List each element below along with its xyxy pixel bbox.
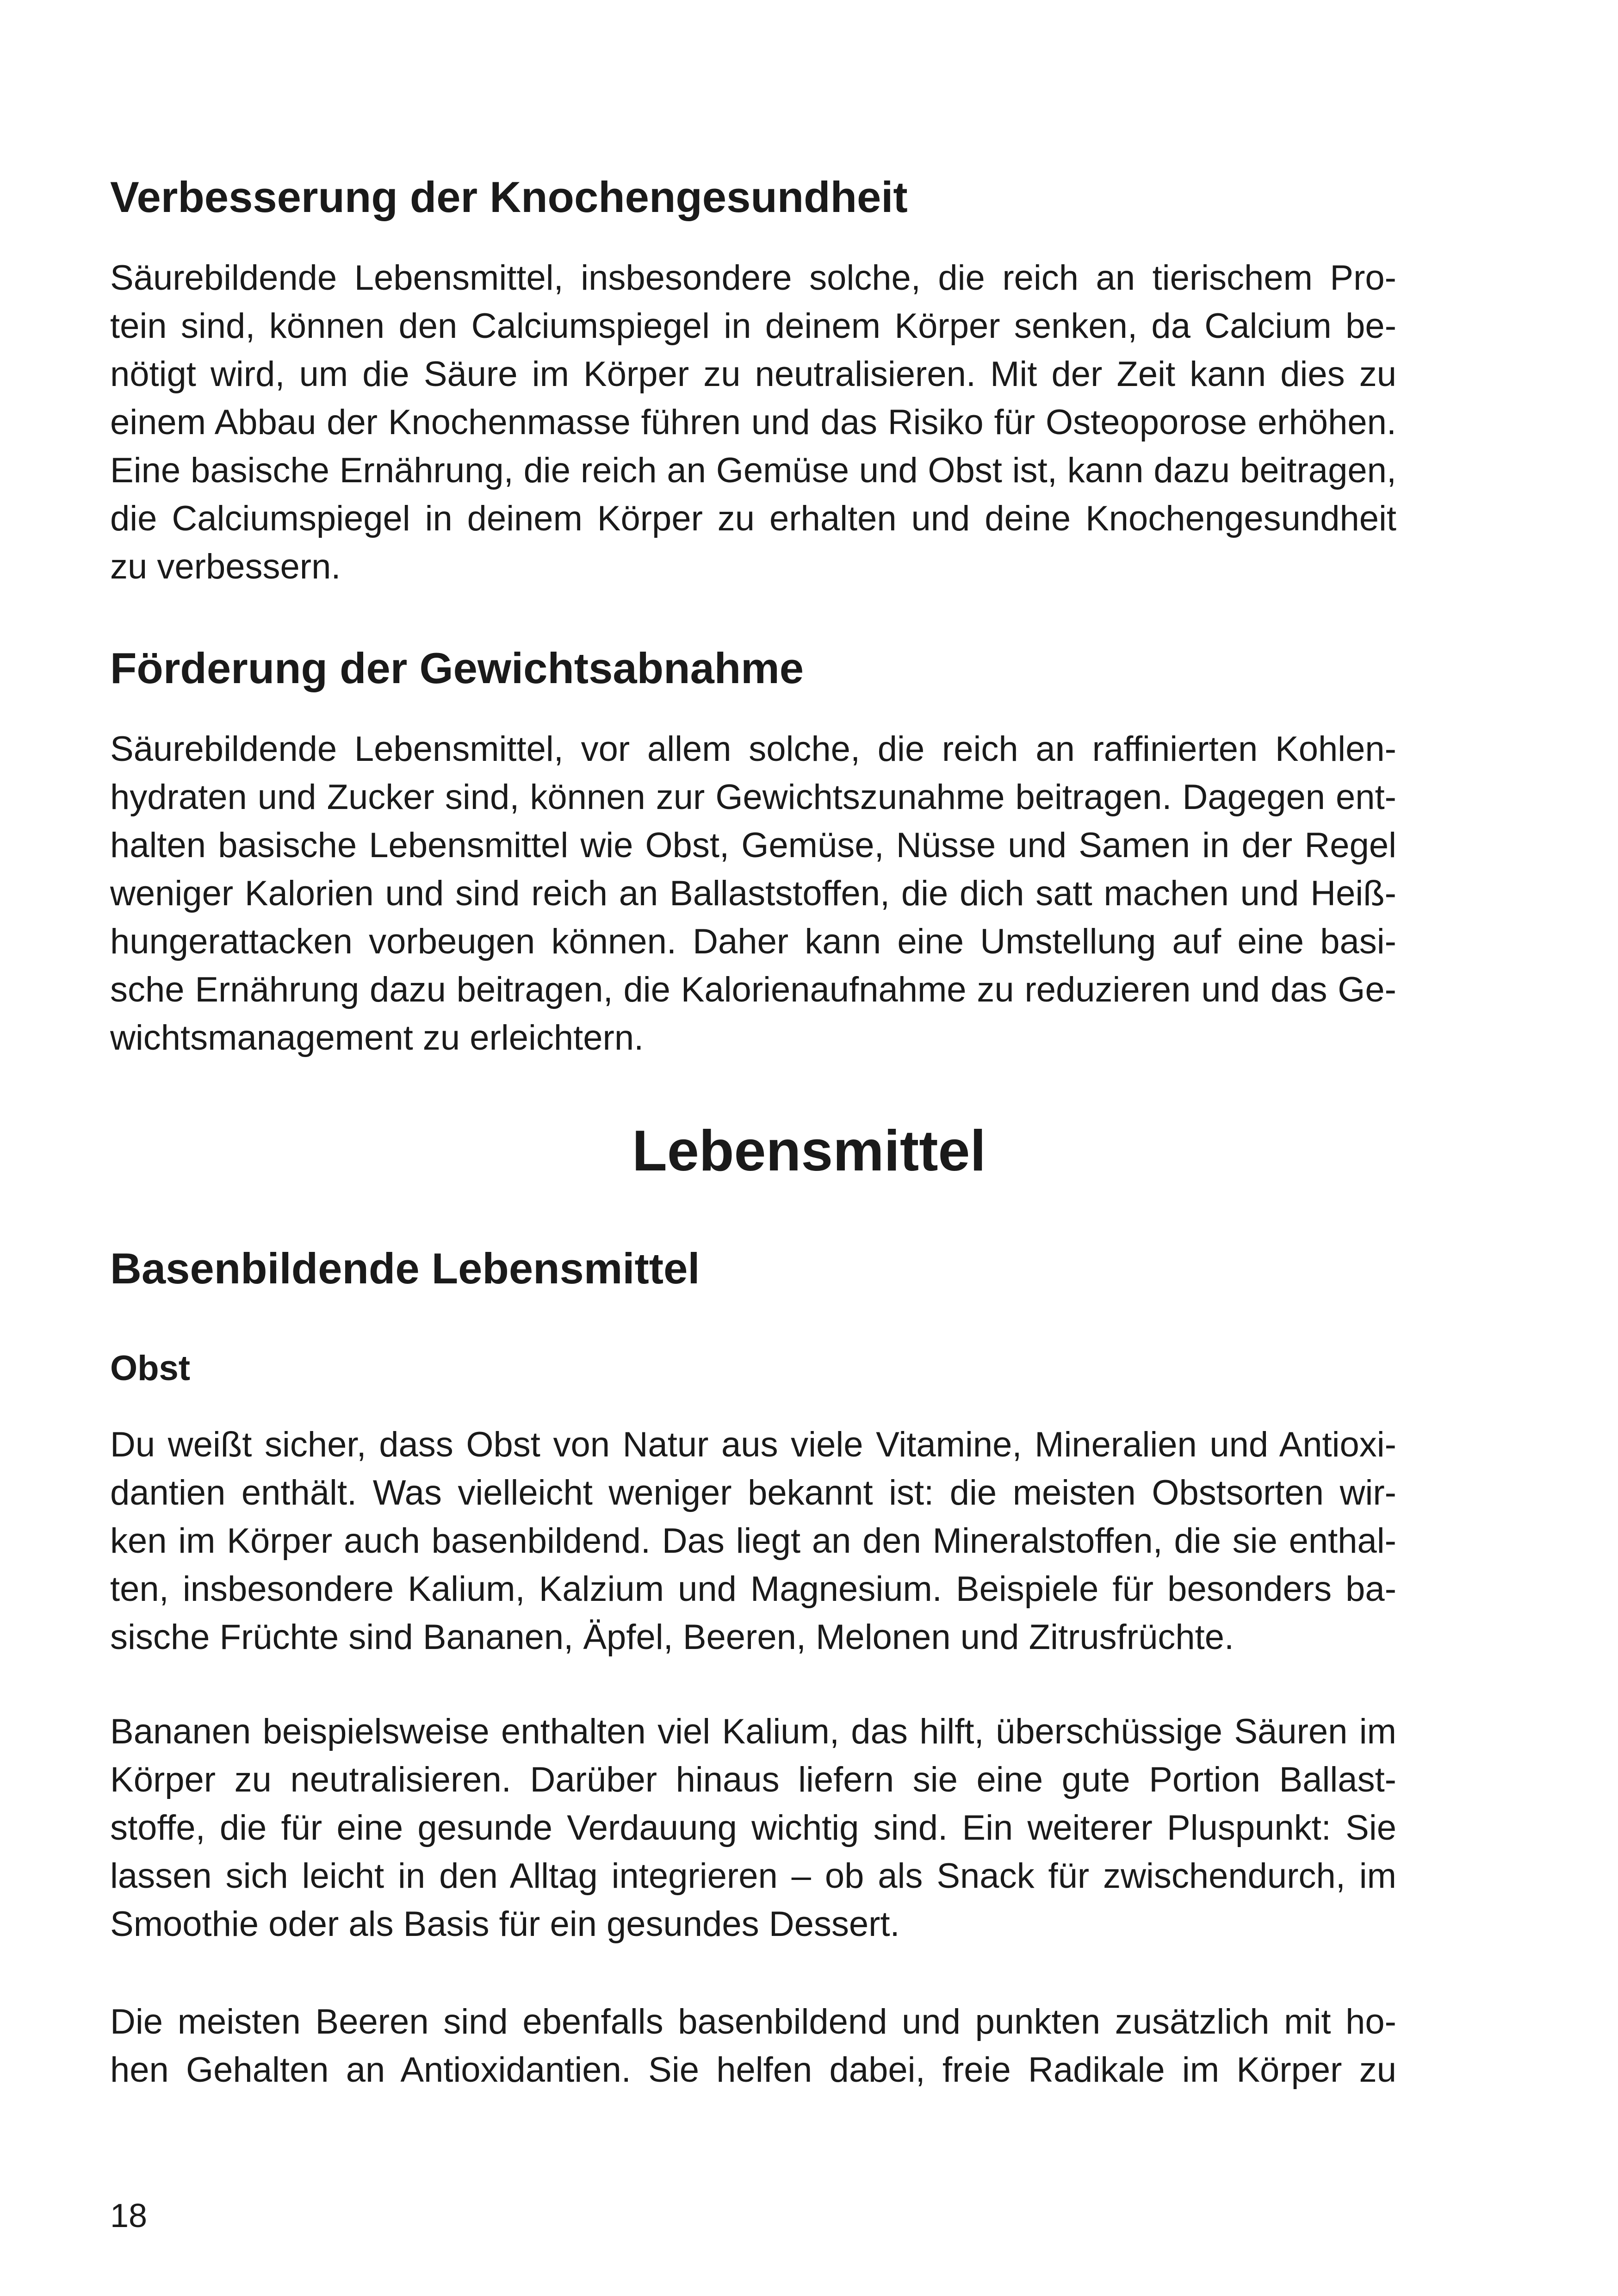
- text-line: nötigt wird, um die Säure im Körper zu neutralisieren. Mit der Zeit kann dies zu: [110, 355, 1396, 394]
- page-number: 18: [110, 2197, 148, 2234]
- text-line: sische Früchte sind Bananen, Äpfel, Beeren, Melonen und Zitrusfrüchte.: [110, 1618, 1234, 1657]
- text-line: dantien enthält. Was vielleicht weniger bekannt ist: die meisten Obstsorten wir-: [110, 1473, 1396, 1512]
- text-line: sche Ernährung dazu beitragen, die Kalorienaufnahme zu reduzieren und das Ge-: [110, 970, 1396, 1009]
- paragraph-obst-3: [110, 1998, 1396, 2094]
- heading-basenbildende-lebensmittel: Basenbildende Lebensmittel: [110, 1244, 700, 1293]
- heading-gewichtsabnahme: Förderung der Gewichtsabnahme: [110, 644, 804, 692]
- text-line: Die meisten Beeren sind ebenfalls basenbildend und punkten zusätzlich mit ho-: [110, 2002, 1396, 2041]
- paragraph-gewichtsabnahme: [110, 725, 1396, 1062]
- text-line: einem Abbau der Knochenmasse führen und das Risiko für Osteoporose erhöhen.: [110, 403, 1396, 442]
- paragraph-obst-2: [110, 1708, 1396, 1948]
- text-line: wichtsmanagement zu erleichtern.: [110, 1018, 644, 1058]
- text-line: Smoothie oder als Basis für ein gesundes Dessert.: [110, 1904, 900, 1944]
- text-line: Körper zu neutralisieren. Darüber hinaus liefern sie eine gute Portion Ballast-: [110, 1760, 1396, 1799]
- text-line: weniger Kalorien und sind reich an Ballaststoffen, die dich satt machen und Heiß-: [110, 874, 1396, 913]
- paragraph-obst-1: [110, 1421, 1396, 1661]
- heading-obst: Obst: [110, 1349, 191, 1388]
- text-line: hen Gehalten an Antioxidantien. Sie helfen dabei, freie Radikale im Körper zu: [110, 2050, 1396, 2090]
- text-line: Du weißt sicher, dass Obst von Natur aus viele Vitamine, Mineralien und Antioxi-: [110, 1425, 1396, 1464]
- text-line: zu verbessern.: [110, 547, 341, 586]
- heading-knochengesundheit: Verbesserung der Knochengesundheit: [110, 173, 908, 221]
- text-line: halten basische Lebensmittel wie Obst, Gemüse, Nüsse und Samen in der Regel: [110, 826, 1396, 865]
- text-line: hungerattacken vorbeugen können. Daher kann eine Umstellung auf eine basi-: [110, 922, 1396, 961]
- text-line: Eine basische Ernährung, die reich an Gemüse und Obst ist, kann dazu beitragen,: [110, 451, 1396, 490]
- paragraph-knochengesundheit: [110, 254, 1396, 591]
- text-line: lassen sich leicht in den Alltag integrieren – ob als Snack für zwischendurch, im: [110, 1856, 1396, 1896]
- text-line: die Calciumspiegel in deinem Körper zu erhalten und deine Knochengesundheit: [110, 499, 1396, 538]
- text-line: ten, insbesondere Kalium, Kalzium und Magnesium. Beispiele für besonders ba-: [110, 1569, 1396, 1609]
- text-line: Bananen beispielsweise enthalten viel Kalium, das hilft, überschüssige Säuren im: [110, 1712, 1396, 1751]
- text-line: ken im Körper auch basenbildend. Das liegt an den Mineralstoffen, die sie enthal-: [110, 1521, 1396, 1561]
- text-line: stoffe, die für eine gesunde Verdauung wichtig sind. Ein weiterer Pluspunkt: Sie: [110, 1808, 1396, 1848]
- text-line: hydraten und Zucker sind, können zur Gewichtszunahme beitragen. Dagegen ent-: [110, 778, 1396, 817]
- text-line: tein sind, können den Calciumspiegel in deinem Körper senken, da Calcium be-: [110, 306, 1396, 346]
- text-line: Säurebildende Lebensmittel, insbesondere solche, die reich an tierischem Pro-: [110, 258, 1396, 298]
- text-line: Säurebildende Lebensmittel, vor allem solche, die reich an raffinierten Kohlen-: [110, 729, 1396, 769]
- chapter-title: Lebensmittel: [632, 1119, 986, 1183]
